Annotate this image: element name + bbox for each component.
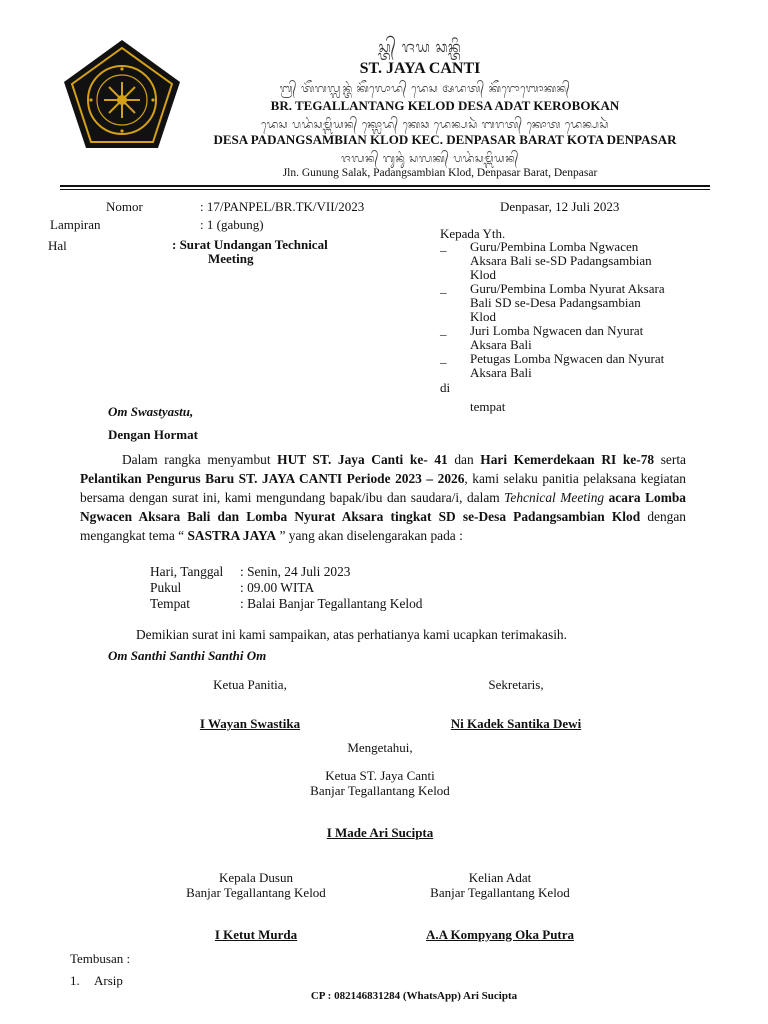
paragraph-text: Dalam rangka menyambut xyxy=(122,452,278,467)
kelian-title xyxy=(390,870,610,900)
letter-date: Denpasar, 12 Juli 2023 xyxy=(500,199,620,214)
paragraph-text: dan xyxy=(447,452,481,467)
schedule-row xyxy=(150,564,570,580)
schedule-value: : 09.00 WITA xyxy=(240,580,315,595)
schedule-table xyxy=(150,564,570,612)
recipient-line: Guru/Pembina Lomba Nyurat Aksara xyxy=(470,281,665,296)
recipient-line: Aksara Bali xyxy=(470,337,532,352)
paragraph-text: serta xyxy=(654,452,686,467)
tembusan-label: Tembusan : xyxy=(70,951,131,966)
header-address: Jln. Gunung Salak, Padangsambian Klod, Denpasar Barat, Denpasar xyxy=(282,167,598,179)
recipient-item xyxy=(470,282,702,324)
recipient-dash: _ xyxy=(440,238,447,253)
ketua-st-title xyxy=(250,768,510,798)
body-paragraph xyxy=(80,450,686,545)
kelian-name: A.A Kompyang Oka Putra xyxy=(425,927,575,942)
recipient-line: Aksara Bali xyxy=(470,365,532,380)
recipient-dash: _ xyxy=(440,280,447,295)
paragraph-text: ” yang akan diselengarakan pada : xyxy=(276,528,463,543)
recipient-item xyxy=(470,240,702,282)
paragraph-emphasis: Hari Kemerdekaan RI ke-78 xyxy=(480,452,655,467)
kepada-yth: Kepada Yth. xyxy=(440,226,506,241)
paragraph-italic: Tehcnical Meeting xyxy=(504,490,605,505)
recipient-di: di xyxy=(440,380,451,395)
header-balinese-line-4: ᬚᬮᬦ᭄ ᬕᬸᬦᬸᬂ ᬲᬮᬓ᭄ ᬧᬤᬂᬲᬫ᭄ᬩᬶᬬᬦ᭄ xyxy=(341,152,519,165)
organization-logo xyxy=(62,38,182,150)
kadus-title-line: Banjar Tegallantang Kelod xyxy=(186,885,326,900)
hal-value-line-2: Meeting xyxy=(208,251,254,266)
recipient-line: Bali SD se-Desa Padangsambian xyxy=(470,295,641,310)
kelian-title-line: Banjar Tegallantang Kelod xyxy=(430,885,570,900)
nomor-label: Nomor xyxy=(106,199,143,214)
hal-value xyxy=(172,238,328,266)
ketua-panitia-title: Ketua Panitia, xyxy=(213,677,287,692)
sekretaris-title: Sekretaris, xyxy=(488,677,544,692)
tembusan-item-number: 1. xyxy=(70,973,80,988)
recipient-item xyxy=(470,352,702,380)
recipient-dash: _ xyxy=(440,322,447,337)
header-rule-thick xyxy=(60,185,710,187)
paragraph-emphasis: HUT ST. Jaya Canti ke- 41 xyxy=(277,452,448,467)
recipient-line: Klod xyxy=(470,309,496,324)
header-line-3: DESA PADANGSAMBIAN KLOD KEC. DENPASAR BARAT KOTA DENPASAR xyxy=(213,132,677,147)
contact-person: CP : 082146831284 (WhatsApp) Ari Sucipta xyxy=(310,990,518,1002)
recipient-line: Guru/Pembina Lomba Ngwacen xyxy=(470,239,639,254)
header-balinese-line-2: ᬩ᭄ᬭ᭄ ᬢᭂᬕᬮ᭄ᬮᬦ᭄ᬢᬂ ᬓᭂᬮᭀᬤ᭄ ᬤᬾᬲ ᬅᬤᬢ᭄ ᬓᭂᬭᭀᬩᭀᬓᬦ᭄ xyxy=(279,82,571,95)
hal-value-line-1: : Surat Undangan Technical xyxy=(172,237,328,252)
schedule-row xyxy=(150,580,570,596)
tembusan-item-text: Arsip xyxy=(94,973,123,988)
ketua-panitia-name: I Wayan Swastika xyxy=(199,716,301,731)
recipient-dash: _ xyxy=(440,350,447,365)
schedule-value: : Senin, 24 Juli 2023 xyxy=(240,564,351,579)
tembusan-item xyxy=(70,973,123,989)
santhi-closing: Om Santhi Santhi Santhi Om xyxy=(108,648,267,663)
paragraph-text: , kami selaku panitia pelaksana kegiatan bersama dengan surat ini, kami mengundang bapak/ibu dan saudara/i, dalam xyxy=(80,471,686,505)
recipient-tempat: tempat xyxy=(470,399,506,414)
recipient-line: Juri Lomba Ngwacen dan Nyurat xyxy=(470,323,644,338)
recipient-line: Petugas Lomba Ngwacen dan Nyurat xyxy=(470,351,665,366)
paragraph-emphasis: Pelantikan Pengurus Baru ST. JAYA CANTI Periode 2023 – 2026 xyxy=(80,471,465,486)
paragraph-text: dengan mengangkat tema “ xyxy=(80,509,686,543)
hal-label: Hal xyxy=(48,238,67,253)
ketua-st-name: I Made Ari Sucipta xyxy=(326,825,434,840)
nomor-value: : 17/PANPEL/BR.TK/VII/2023 xyxy=(200,199,365,214)
paragraph-emphasis: acara Lomba Ngwacen Aksara Bali dan Lomba Nyurat Aksara tingkat SD se-Desa Padangsambian Klod xyxy=(80,490,686,524)
recipient-line: Aksara Bali se-SD Padangsambian xyxy=(470,253,652,268)
header-balinese-line-1: ᬲ᭄ᬢ᭄ ᬚᬬ ᬘᬦ᭄ᬢᬶ xyxy=(378,38,462,56)
ketua-st-title-line: Banjar Tegallantang Kelod xyxy=(310,783,450,798)
paragraph-emphasis: SASTRA JAYA xyxy=(187,528,277,543)
header-rule-thin xyxy=(60,189,710,190)
schedule-row xyxy=(150,596,570,612)
sekretaris-name: Ni Kadek Santika Dewi xyxy=(450,716,582,731)
header-line-2: BR. TEGALLANTANG KELOD DESA ADAT KEROBOKAN xyxy=(270,98,620,113)
header-balinese-line-3: ᬤᬾᬲ ᬧᬤᬂᬲᬫ᭄ᬩᬶᬬᬦ᭄ ᬓ᭄ᬮᭀᬤ᭄ ᬓᬾᬘ ᬤᬾᬦ᭄ᬧᬲᬃ ᬩᬭᬢ᭄ ᬓᭀᬢ ᬤᬾᬦ᭄ᬧᬲᬃ xyxy=(261,118,609,131)
schedule-label: Hari, Tanggal xyxy=(150,564,224,579)
recipients-block xyxy=(440,226,740,416)
ketua-st-title-line: Ketua ST. Jaya Canti xyxy=(325,768,435,783)
kadus-title xyxy=(146,870,366,900)
lampiran-value: : 1 (gabung) xyxy=(200,217,264,232)
mengetahui: Mengetahui, xyxy=(347,740,413,755)
schedule-value: : Balai Banjar Tegallantang Kelod xyxy=(240,596,423,611)
salutation: Dengan Hormat xyxy=(108,427,198,442)
kadus-title-line: Kepala Dusun xyxy=(218,870,293,885)
kadus-name: I Ketut Murda xyxy=(214,927,298,942)
lampiran-label: Lampiran xyxy=(50,217,101,232)
kelian-title-line: Kelian Adat xyxy=(468,870,532,885)
recipient-line: Klod xyxy=(470,267,496,282)
schedule-label: Tempat xyxy=(150,596,190,611)
greeting: Om Swastyastu, xyxy=(108,404,194,419)
recipient-item xyxy=(470,324,702,352)
header-org-name: ST. JAYA CANTI xyxy=(359,60,481,77)
schedule-label: Pukul xyxy=(150,580,182,595)
closing-sentence: Demikian surat ini kami sampaikan, atas perhatianya kami ucapkan terimakasih. xyxy=(136,627,567,642)
